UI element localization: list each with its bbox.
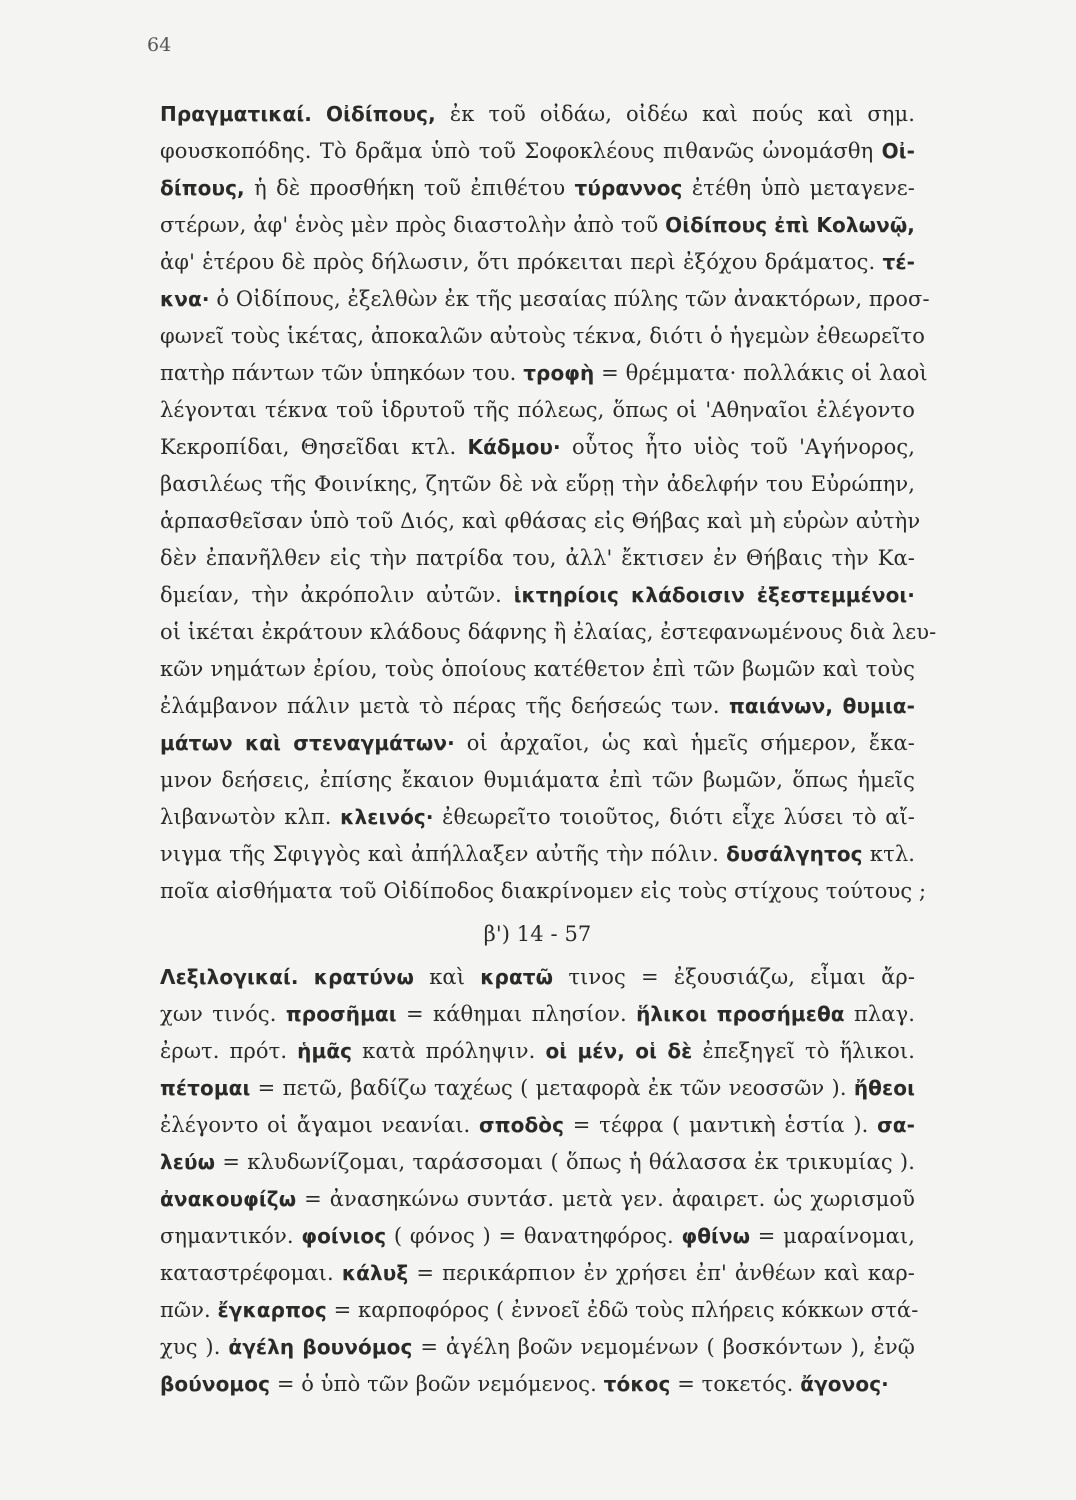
- section-lexilogikai: [160, 959, 919, 1403]
- text-span: = περικάρπιον ἐν χρήσει ἐπ' ἀνθέων καὶ καρ-: [408, 1261, 915, 1285]
- text-span: βασιλέως τῆς Φοινίκης, ζητῶν δὲ νὰ εὕρῃ τὴν ἀδελφήν του Εὐρώπην,: [160, 472, 915, 496]
- text-line: [160, 540, 915, 577]
- bold-term: ἀγέλη βουνόμος: [228, 1335, 413, 1359]
- bold-term: τύραννος: [574, 176, 683, 200]
- text-line: [160, 318, 925, 355]
- bold-term: σα-: [877, 1113, 916, 1137]
- text-span: = τέφρα ( μαντικὴ ἑστία ).: [564, 1113, 878, 1137]
- bold-term: ἱκτηρίοις κλάδοισιν ἐξεστεμμένοι·: [513, 583, 915, 607]
- bold-term: ἡμᾶς: [297, 1039, 353, 1063]
- text-span: οὗτος ἦτο υἱὸς τοῦ 'Αγήνορος,: [560, 435, 915, 459]
- text-span: σημαντικόν.: [160, 1224, 302, 1248]
- section-heading: β') 14 - 57: [483, 922, 592, 946]
- bold-term: παιάνων, θυμια-: [728, 694, 916, 718]
- bold-term: κρατῶ: [480, 965, 554, 989]
- bold-term: κλεινός·: [340, 805, 434, 829]
- text-span: ἐρωτ. πρότ.: [160, 1039, 298, 1063]
- text-span: κτλ.: [862, 842, 916, 866]
- bold-term: Πραγματικαί.: [160, 102, 312, 126]
- bold-term: Οἰδίπους ἐπὶ Κολωνῷ,: [665, 213, 915, 237]
- bold-term: δυσάλγητος: [726, 842, 863, 866]
- text-line: [160, 996, 915, 1033]
- text-span: τινος = ἐξουσιάζω, εἶμαι ἄρ-: [553, 965, 916, 989]
- text-span: = κλυδωνίζομαι, ταράσσομαι ( ὅπως ἡ θάλασσα ἐκ τρικυμίας ).: [215, 1150, 915, 1174]
- text-span: χυς ).: [160, 1335, 229, 1359]
- text-span: ἐλέγοντο οἱ ἄγαμοι νεανίαι.: [160, 1113, 480, 1137]
- text-line: [160, 96, 915, 133]
- bold-term: Οἰδίπους,: [326, 102, 436, 126]
- text-span: πῶν.: [160, 1298, 218, 1322]
- bold-term: φθίνω: [681, 1224, 751, 1248]
- bold-term: τέ-: [882, 250, 915, 274]
- text-span: λιβανωτὸν κλπ.: [160, 805, 341, 829]
- text-span: πατὴρ πάντων τῶν ὑπηκόων του.: [160, 361, 524, 385]
- text-line: [160, 1292, 919, 1329]
- text-span: ἐκ τοῦ οἰδάω, οἰδέω καὶ πούς καὶ σημ.: [435, 102, 915, 126]
- text-line: [160, 1181, 915, 1218]
- bold-term: πέτομαι: [160, 1076, 251, 1100]
- text-column: [160, 96, 937, 1403]
- text-span: πλαγ.: [844, 1002, 916, 1026]
- text-line: [160, 1144, 915, 1181]
- bold-term: ἀνακουφίζω: [160, 1187, 297, 1211]
- text-line: [160, 429, 915, 466]
- bold-term: ἄγονος·: [800, 1372, 889, 1396]
- text-span: μνον δεήσεις, ἐπίσης ἔκαιον θυμιάματα ἐπὶ τῶν βωμῶν, ὅπως ἡμεῖς: [160, 768, 915, 792]
- text-line: [160, 1070, 915, 1107]
- text-span: ἐθεωρεῖτο τοιοῦτος, διότι εἶχε λύσει τὸ αἴ-: [433, 805, 916, 829]
- text-line: [160, 1329, 915, 1366]
- text-line: [160, 799, 915, 836]
- bold-term: Κάδμου·: [467, 435, 561, 459]
- text-line: [160, 762, 915, 799]
- text-span: ἁρπασθεῖσαν ὑπὸ τοῦ Διός, καὶ φθάσας εἰς Θήβας καὶ μὴ εὑρὼν αὐτὴν: [160, 509, 921, 533]
- bold-term: φοίνιος: [301, 1224, 387, 1248]
- bold-term: μάτων καὶ στεναγμάτων·: [160, 731, 455, 755]
- text-span: καὶ: [414, 965, 481, 989]
- bold-term: τροφὴ: [523, 361, 595, 385]
- text-span: [312, 102, 326, 126]
- bold-term: τόκος: [603, 1372, 671, 1396]
- text-span: νιγμα τῆς Σφιγγὸς καὶ ἀπήλλαξεν αὐτῆς τὴν πόλιν.: [160, 842, 727, 866]
- text-line: [160, 281, 930, 318]
- text-span: ἐτέθη ὑπὸ μεταγενε-: [682, 176, 915, 200]
- text-span: = πετῶ, βαδίζω ταχέως ( μεταφορὰ ἐκ τῶν νεοσσῶν ).: [250, 1076, 854, 1100]
- text-line: [160, 207, 915, 244]
- text-span: ( φόνος ) = θανατηφόρος.: [386, 1224, 682, 1248]
- page-number: 64: [147, 34, 172, 56]
- text-line: [160, 1366, 915, 1403]
- bold-term: κνα·: [160, 287, 210, 311]
- text-span: δὲν ἐπανῆλθεν εἰς τὴν πατρίδα του, ἀλλ' ἔκτισεν ἐν Θήβαις τὴν Κα-: [160, 546, 915, 570]
- text-line: [160, 355, 928, 392]
- bold-term: λεύω: [160, 1150, 216, 1174]
- text-line: [160, 614, 937, 651]
- text-span: = κάθημαι πλησίον.: [396, 1002, 637, 1026]
- bold-term: δίπους,: [160, 176, 245, 200]
- bold-term: ἥλικοι προσήμεθα: [636, 1002, 845, 1026]
- bold-term: ἤθεοι: [853, 1076, 915, 1100]
- text-span: λέγονται τέκνα τοῦ ἱδρυτοῦ τῆς πόλεως, ὅπως οἱ 'Αθηναῖοι ἐλέγοντο: [160, 398, 915, 422]
- bold-term: ἔγκαρπος: [217, 1298, 327, 1322]
- text-span: δμείαν, τὴν ἀκρόπολιν αὐτῶν.: [160, 583, 514, 607]
- text-line: [160, 466, 915, 503]
- text-line: [160, 1218, 915, 1255]
- bold-term: κάλυξ: [341, 1261, 409, 1285]
- text-line: [160, 651, 915, 688]
- text-span: χων τινός.: [160, 1002, 286, 1026]
- section-pragmatikai: [160, 96, 937, 910]
- bold-term: οἱ μέν, οἱ δὲ: [545, 1039, 693, 1063]
- text-line: [160, 170, 915, 207]
- text-span: ἐπεξηγεῖ τὸ ἥλικοι.: [692, 1039, 915, 1063]
- text-span: = ὁ ὑπὸ τῶν βοῶν νεμόμενος.: [270, 1372, 604, 1396]
- text-line: [160, 244, 915, 281]
- text-span: ἀφ' ἑτέρου δὲ πρὸς δήλωσιν, ὅτι πρόκειται περὶ ἐξόχου δράματος.: [160, 250, 883, 274]
- text-line: [160, 873, 927, 910]
- text-span: Κεκροπίδαι, Θησεῖδαι κτλ.: [160, 435, 468, 459]
- bold-term: Οἰ-: [881, 139, 915, 163]
- text-line: [160, 1033, 915, 1070]
- text-line: [160, 1255, 915, 1292]
- text-span: = καρποφόρος ( ἐννοεῖ ἐδῶ τοὺς πλήρεις κόκκων στά-: [326, 1298, 919, 1322]
- text-span: καταστρέφομαι.: [160, 1261, 342, 1285]
- text-span: [299, 965, 314, 989]
- bold-term: σποδὸς: [479, 1113, 565, 1137]
- bold-term: κρατύνω: [313, 965, 415, 989]
- text-span: κατὰ πρόληψιν.: [352, 1039, 546, 1063]
- text-line: [160, 577, 915, 614]
- text-span: ὁ Οἰδίπους, ἐξελθὼν ἐκ τῆς μεσαίας πύλης τῶν ἀνακτόρων, προσ-: [209, 287, 930, 311]
- text-line: [160, 503, 921, 540]
- text-span: φουσκοπόδης. Τὸ δρᾶμα ὑπὸ τοῦ Σοφοκλέους πιθανῶς ὠνομάσθη: [160, 139, 882, 163]
- text-line: [160, 959, 915, 996]
- text-span: ποῖα αἰσθήματα τοῦ Οἰδίποδος διακρίνομεν εἰς τοὺς στίχους τούτους ;: [160, 879, 927, 903]
- text-span: = ἀνασηκώνω συντάσ. μετὰ γεν. ἀφαιρετ. ὡς χωρισμοῦ: [296, 1187, 915, 1211]
- bold-term: προσῆμαι: [285, 1002, 397, 1026]
- text-span: στέρων, ἀφ' ἑνὸς μὲν πρὸς διαστολὴν ἀπὸ τοῦ: [160, 213, 666, 237]
- text-span: = θρέμματα· πολλάκις οἱ λαοὶ: [594, 361, 928, 385]
- text-span: κῶν νημάτων ἐρίου, τοὺς ὁποίους κατέθετον ἐπὶ τῶν βωμῶν καὶ τοὺς: [160, 657, 915, 681]
- text-line: [160, 836, 915, 873]
- text-span: οἱ ἀρχαῖοι, ὡς καὶ ἡμεῖς σήμερον, ἔκα-: [454, 731, 915, 755]
- text-span: φωνεῖ τοὺς ἱκέτας, ἀποκαλῶν αὐτοὺς τέκνα, διότι ὁ ἡγεμὼν ἐθεωρεῖτο: [160, 324, 925, 348]
- text-span: = μαραίνομαι,: [750, 1224, 915, 1248]
- text-span: ἡ δὲ προσθήκη τοῦ ἐπιθέτου: [244, 176, 575, 200]
- bold-term: Λεξιλογικαί.: [160, 965, 299, 989]
- text-span: = τοκετός.: [670, 1372, 801, 1396]
- text-line: [160, 688, 915, 725]
- text-span: ἐλάμβανον πάλιν μετὰ τὸ πέρας τῆς δεήσεώς των.: [160, 694, 729, 718]
- text-span: = ἀγέλη βοῶν νεμομένων ( βοσκόντων ), ἐνῷ: [412, 1335, 916, 1359]
- bold-term: βούνομος: [160, 1372, 271, 1396]
- text-line: [160, 725, 915, 762]
- text-span: οἱ ἱκέται ἐκράτουν κλάδους δάφνης ἢ ἐλαίας, ἐστεφανωμένους διὰ λευ-: [160, 620, 937, 644]
- text-line: [160, 1107, 915, 1144]
- text-line: [160, 392, 915, 429]
- text-line: [160, 133, 915, 170]
